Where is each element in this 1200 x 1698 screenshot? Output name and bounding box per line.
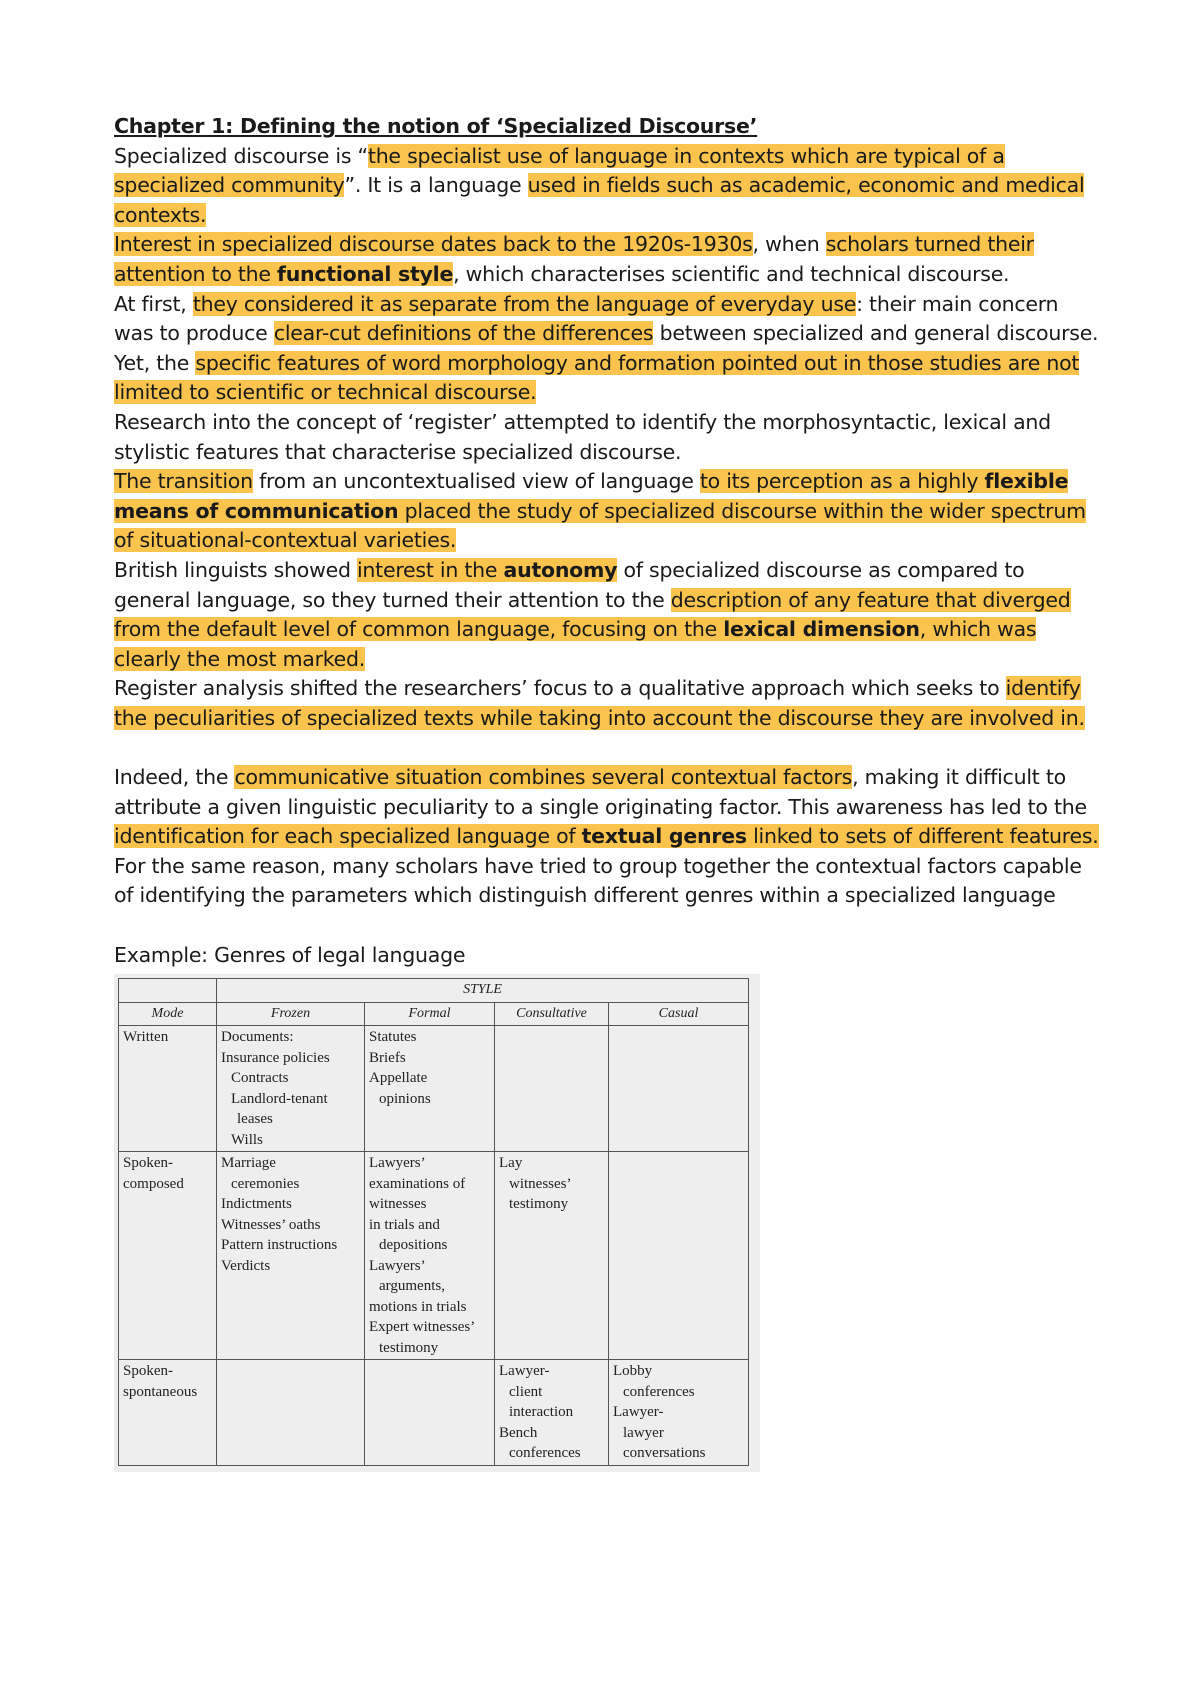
- cell-text: Documents:: [221, 1029, 294, 1046]
- cell-text: Written: [123, 1029, 169, 1046]
- highlight: , which was clearly the most marked.: [114, 617, 1037, 671]
- cell-text: lawyer: [623, 1424, 664, 1441]
- paragraph-history: [114, 230, 1100, 289]
- highlight: placed the study of specialized discourse within the wider spectrum of situational-contextual varieties.: [114, 498, 1086, 553]
- table-cell-mode: [119, 1026, 217, 1152]
- cell-text: conferences: [509, 1445, 581, 1462]
- chapter-title: Chapter 1: Defining the notion of ‘Specialized Discourse’: [114, 114, 758, 138]
- highlight: specific features of word morphology and formation pointed out in those studies are not limited to scientific or technical discourse.: [114, 350, 1080, 405]
- text-run: of specialized discourse as compared to general language, so they turned their attention to the: [114, 557, 1025, 612]
- table-cell-frozen: [217, 1152, 365, 1360]
- cell-text: client: [509, 1383, 543, 1400]
- cell-text: Spoken-: [123, 1363, 173, 1380]
- table-row: [119, 1360, 749, 1466]
- highlight: to its perception as a highly: [699, 469, 985, 494]
- text-run: from an uncontextualised view of language: [252, 469, 700, 494]
- cell-text: Landlord-tenant: [231, 1090, 328, 1107]
- highlight: used in fields such as academic, economic and medical contexts.: [114, 173, 1085, 227]
- text-run: Register analysis shifted the researchers’ focus to a qualitative approach which seeks to: [114, 676, 1006, 701]
- cell-text: Expert witnesses’: [369, 1319, 476, 1336]
- cell-text: conversations: [623, 1445, 706, 1462]
- cell-text: motions in trials: [369, 1298, 467, 1315]
- table-row: [119, 1026, 749, 1152]
- highlight-bold: autonomy: [503, 557, 618, 582]
- table-cell-casual: [609, 1360, 749, 1466]
- column-header: Mode: [119, 1002, 217, 1026]
- cell-text: Contracts: [231, 1070, 289, 1087]
- cell-text: conferences: [623, 1383, 695, 1400]
- text-run: British linguists showed: [114, 557, 357, 582]
- cell-text: Lay: [499, 1155, 523, 1172]
- highlight: identification for each specialized language of: [114, 824, 582, 849]
- cell-text: testimony: [379, 1339, 439, 1356]
- cell-text: leases: [237, 1111, 273, 1128]
- text-run: At first,: [114, 291, 193, 316]
- genres-table-image: [114, 974, 760, 1472]
- genres-table: [118, 978, 749, 1466]
- cell-text: arguments,: [379, 1278, 445, 1295]
- cell-text: Statutes: [369, 1029, 417, 1046]
- paragraph-gap: [114, 911, 1100, 941]
- cell-text: Lawyers’: [369, 1155, 426, 1172]
- highlight: scholars turned their attention to the: [114, 232, 1034, 286]
- cell-text: spontaneous: [123, 1383, 198, 1400]
- text-run: , which characterises scientific and technical discourse.: [453, 261, 1010, 286]
- highlight-bold: flexible means of communication: [114, 469, 1069, 523]
- cell-text: Insurance policies: [221, 1049, 330, 1066]
- cell-text: depositions: [379, 1237, 448, 1254]
- cell-text: Spoken-: [123, 1155, 173, 1172]
- text-run: ”. It is a language: [344, 173, 528, 198]
- highlight-bold: functional style: [277, 261, 454, 286]
- paragraph-transition: [114, 467, 1100, 556]
- highlight: The transition: [114, 469, 253, 494]
- cell-text: Lawyers’: [369, 1257, 426, 1274]
- paragraph-british-linguists: [114, 556, 1100, 674]
- cell-text: composed: [123, 1175, 184, 1192]
- text-run: : their main concern was to produce: [114, 291, 1059, 346]
- highlight-bold: textual genres: [581, 824, 747, 849]
- document-body: [114, 112, 1100, 970]
- cell-text: opinions: [379, 1090, 431, 1107]
- cell-text: Lobby: [613, 1363, 653, 1380]
- cell-text: Wills: [231, 1131, 263, 1148]
- style-header: STYLE: [217, 979, 749, 1003]
- text-run: , making it difficult to attribute a given linguistic peculiarity to a single originating factor. This awareness has led to the: [114, 765, 1087, 819]
- cell-text: witnesses: [369, 1196, 427, 1213]
- cell-text: Pattern instructions: [221, 1237, 338, 1254]
- highlight: the specialist use of language in contexts which are typical of a specialized community: [114, 143, 1005, 198]
- example-label: Example: Genres of legal language: [114, 942, 466, 967]
- highlight: they considered it as separate from the language of everyday use: [192, 291, 857, 316]
- cell-text: Briefs: [369, 1049, 406, 1066]
- table-cell-formal: [365, 1152, 495, 1360]
- table-cell-consultative: [495, 1026, 609, 1152]
- cell-text: examinations of: [369, 1175, 466, 1192]
- highlight-bold: lexical dimension: [723, 617, 920, 642]
- cell-text: Witnesses’ oaths: [221, 1216, 321, 1233]
- table-style-header-row: [119, 979, 749, 1003]
- paragraph-register-analysis: [114, 674, 1100, 733]
- table-column-header-row: [119, 1002, 749, 1026]
- paragraph-gap: [114, 733, 1100, 763]
- paragraph-at-first: [114, 290, 1100, 408]
- table-body: [119, 1026, 749, 1466]
- highlight: interest in the: [356, 557, 504, 582]
- table-cell-casual: [609, 1026, 749, 1152]
- cell-text: ceremonies: [231, 1175, 300, 1192]
- table-cell-mode: [119, 1360, 217, 1466]
- table-cell-casual: [609, 1152, 749, 1360]
- text-run: Specialized discourse is “: [114, 143, 368, 168]
- cell-text: testimony: [509, 1196, 569, 1213]
- cell-text: in trials and: [369, 1216, 440, 1233]
- table-empty-corner: [119, 979, 217, 1003]
- table-cell-formal: [365, 1360, 495, 1466]
- paragraph-definition: [114, 142, 1100, 231]
- highlight: communicative situation combines several contextual factors: [234, 765, 853, 790]
- text-run: between specialized and general discourse. Yet, the: [114, 321, 1099, 375]
- table-cell-frozen: [217, 1360, 365, 1466]
- paragraph-register: Research into the concept of ‘register’ attempted to identify the morphosyntactic, lexical and stylistic features that characterise specialized discourse.: [114, 409, 1051, 464]
- text-run: Indeed, the: [114, 765, 235, 790]
- highlight: clear-cut definitions of the differences: [273, 321, 654, 346]
- table-cell-formal: [365, 1026, 495, 1152]
- highlight: Interest in specialized discourse dates back to the 1920s-1930s: [114, 232, 753, 257]
- column-header: Casual: [609, 1002, 749, 1026]
- table-cell-frozen: [217, 1026, 365, 1152]
- column-header: Consultative: [495, 1002, 609, 1026]
- cell-text: Lawyer-: [613, 1404, 664, 1421]
- highlight: description of any feature that diverged from the default level of common language, focusing on the: [114, 587, 1071, 642]
- column-header: Frozen: [217, 1002, 365, 1026]
- cell-text: Marriage: [221, 1155, 276, 1172]
- table-row: [119, 1152, 749, 1360]
- cell-text: Lawyer-: [499, 1363, 550, 1380]
- cell-text: Indictments: [221, 1196, 292, 1213]
- highlight: identify the peculiarities of specialized texts while taking into account the discourse they are involved in.: [114, 676, 1085, 730]
- highlight: linked to sets of different features.: [746, 824, 1099, 849]
- table-cell-consultative: [495, 1360, 609, 1466]
- cell-text: Appellate: [369, 1070, 428, 1087]
- text-run: For the same reason, many scholars have tried to group together the contextual factors capable of identifying the parameters which distinguish different genres within a specialized language: [114, 853, 1082, 908]
- paragraph-indeed: [114, 763, 1100, 911]
- cell-text: interaction: [509, 1404, 574, 1421]
- cell-text: Bench: [499, 1424, 538, 1441]
- text-run: , when: [752, 232, 826, 257]
- table-cell-mode: [119, 1152, 217, 1360]
- column-header: Formal: [365, 1002, 495, 1026]
- cell-text: Verdicts: [221, 1257, 271, 1274]
- table-cell-consultative: [495, 1152, 609, 1360]
- cell-text: witnesses’: [509, 1175, 572, 1192]
